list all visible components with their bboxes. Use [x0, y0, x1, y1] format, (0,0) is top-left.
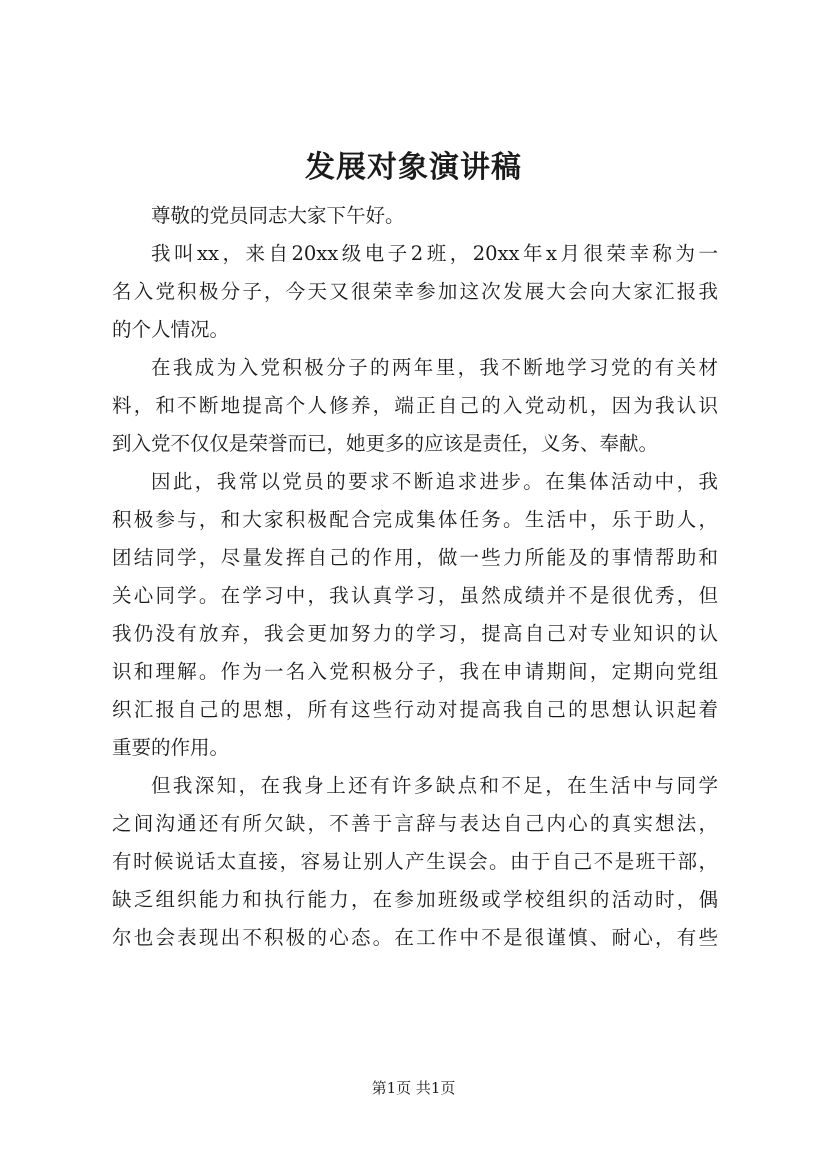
text-line: 的个人情况。 — [112, 318, 230, 341]
page-footer: 第1页 共1页 — [371, 1079, 456, 1097]
text-line: 识和理解。作为一名入党积极分子，我在申请期间，定期向党组 — [112, 660, 718, 683]
text-line: 有时候说话太直接，容易让别人产生误会。由于自己不是班干部， — [112, 850, 718, 873]
text-line: 尔也会表现出不积极的心态。在工作中不是很谨慎、耐心，有些 — [112, 926, 718, 949]
text-line: 名入党积极分子，今天又很荣幸参加这次发展大会向大家汇报我 — [112, 280, 718, 303]
text-line: 在我成为入党积极分子的两年里，我不断地学习党的有关材 — [151, 356, 718, 379]
text-line: 我叫xx，来自20xx级电子2班，20xx年x月很荣幸称为一 — [151, 242, 718, 265]
text-line: 我仍没有放弃，我会更加努力的学习，提高自己对专业知识的认 — [112, 622, 718, 645]
text-line: 因此，我常以党员的要求不断追求进步。在集体活动中，我 — [151, 470, 718, 493]
text-line: 关心同学。在学习中，我认真学习，虽然成绩并不是很优秀，但 — [112, 584, 718, 607]
document-title: 发展对象演讲稿 — [305, 150, 522, 185]
text-line: 但我深知，在我身上还有许多缺点和不足，在生活中与同学 — [151, 774, 718, 797]
text-line: 团结同学，尽量发挥自己的作用，做一些力所能及的事情帮助和 — [112, 546, 718, 569]
text-line: 料，和不断地提高个人修养，端正自己的入党动机，因为我认识 — [112, 394, 718, 417]
text-line: 缺乏组织能力和执行能力，在参加班级或学校组织的活动时，偶 — [112, 888, 718, 911]
text-line: 之间沟通还有所欠缺，不善于言辞与表达自己内心的真实想法， — [112, 812, 718, 835]
text-line: 到入党不仅仅是荣誉而已，她更多的应该是责任，义务、奉献。 — [112, 432, 659, 455]
text-line: 织汇报自己的思想，所有这些行动对提高我自己的思想认识起着 — [112, 698, 718, 721]
text-line: 尊敬的党员同志大家下午好。 — [151, 204, 405, 227]
text-line: 积极参与，和大家积极配合完成集体任务。生活中，乐于助人， — [112, 508, 718, 531]
document-body — [112, 197, 718, 957]
text-line: 重要的作用。 — [112, 736, 230, 759]
